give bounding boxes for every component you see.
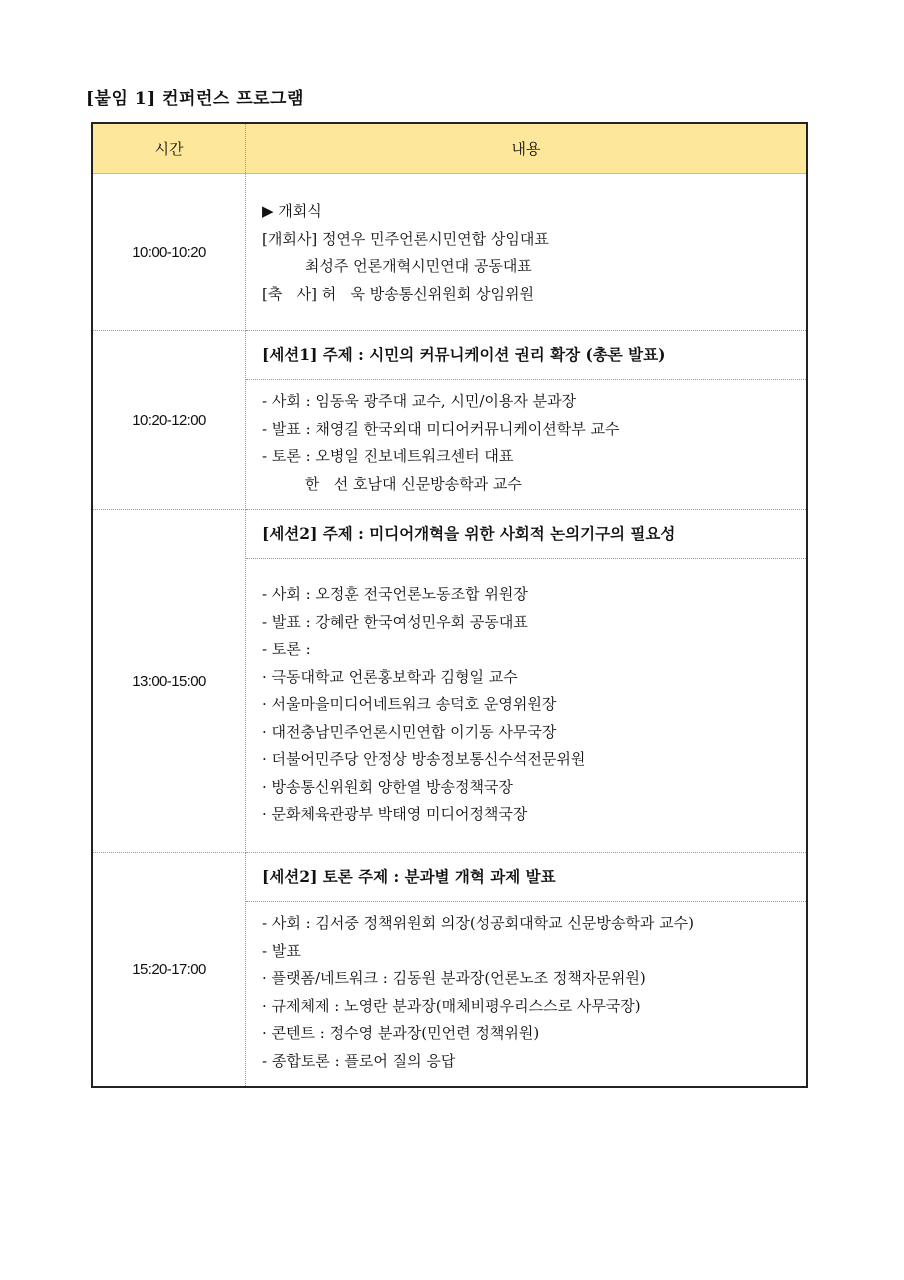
list-item: [개회사] 정연우 민주언론시민연합 상임대표 (262, 229, 549, 248)
list-item: - 토론 : (262, 640, 311, 658)
list-item: · 문화체육관광부 박태영 미디어정책국장 (262, 805, 528, 823)
content-cell (246, 174, 808, 331)
list-item: · 극동대학교 언론홍보학과 김형일 교수 (262, 667, 518, 686)
time-column-header: 시간 (92, 123, 246, 174)
table-header-row (92, 123, 807, 174)
list-item: - 발표 (262, 941, 301, 960)
list-item: - 사회 : 임동욱 광주대 교수, 시민/이용자 분과장 (262, 392, 577, 410)
time-cell: 13:00-15:00 (92, 510, 246, 853)
list-item: · 콘텐트 : 정수영 분과장(민언련 정책위원) (262, 1024, 540, 1042)
list-item: · 규제체제 : 노영란 분과장(매체비평우리스스로 사무국장) (262, 996, 641, 1015)
list-item: - 사회 : 오정훈 전국언론노동조합 위원장 (262, 585, 528, 603)
opening-lines (246, 174, 806, 308)
session-lines (246, 380, 806, 498)
table-row (92, 510, 807, 853)
session-lines (246, 559, 806, 829)
time-cell: 10:20-12:00 (92, 331, 246, 510)
document-title: [붙임 1] 컨퍼런스 프로그램 (86, 89, 304, 109)
session-lines (246, 902, 806, 1075)
content-column-header: 내용 (246, 123, 808, 174)
session-title: [세션2] 토론 주제 : 분과별 개혁 과제 발표 (246, 853, 806, 902)
list-item: - 사회 : 김서중 정책위원회 의장(성공회대학교 신문방송학과 교수) (262, 914, 694, 932)
list-item: [축 사] 허 욱 방송통신위원회 상임위원 (262, 284, 534, 303)
table-row (92, 331, 807, 510)
content-cell (246, 510, 808, 853)
time-cell: 15:20-17:00 (92, 853, 246, 1087)
content-cell (246, 853, 808, 1087)
list-item: · 플랫폼/네트워크 : 김동원 분과장(언론노조 정책자문위원) (262, 969, 646, 987)
list-item: · 방송통신위원회 양한열 방송정책국장 (262, 777, 513, 796)
list-item: ▶ 개회식 (262, 202, 322, 220)
session-title: [세션2] 주제 : 미디어개혁을 위한 사회적 논의기구의 필요성 (246, 510, 806, 559)
content-cell (246, 331, 808, 510)
table-row (92, 853, 807, 1087)
list-item: - 발표 : 강혜란 한국여성민우회 공동대표 (262, 612, 528, 631)
list-item: · 더불어민주당 안정상 방송정보통신수석전문위원 (262, 750, 586, 768)
session-title: [세션1] 주제 : 시민의 커뮤니케이션 권리 확장 (총론 발표) (246, 331, 806, 380)
time-cell: 10:00-10:20 (92, 174, 246, 331)
list-item: · 서울마을미디어네트워크 송덕호 운영위원장 (262, 695, 557, 713)
list-item: - 발표 : 채영길 한국외대 미디어커뮤니케이션학부 교수 (262, 419, 620, 438)
list-item: - 종합토론 : 플로어 질의 응답 (262, 1051, 456, 1070)
list-item: - 토론 : 오병일 진보네트워크센터 대표 (262, 447, 514, 465)
list-item: · 대전충남민주언론시민연합 이기동 사무국장 (262, 722, 557, 741)
list-item: 최성주 언론개혁시민연대 공동대표 (262, 257, 532, 275)
list-item: 한 선 호남대 신문방송학과 교수 (262, 474, 522, 493)
program-table (91, 122, 808, 1088)
table-row (92, 174, 807, 331)
